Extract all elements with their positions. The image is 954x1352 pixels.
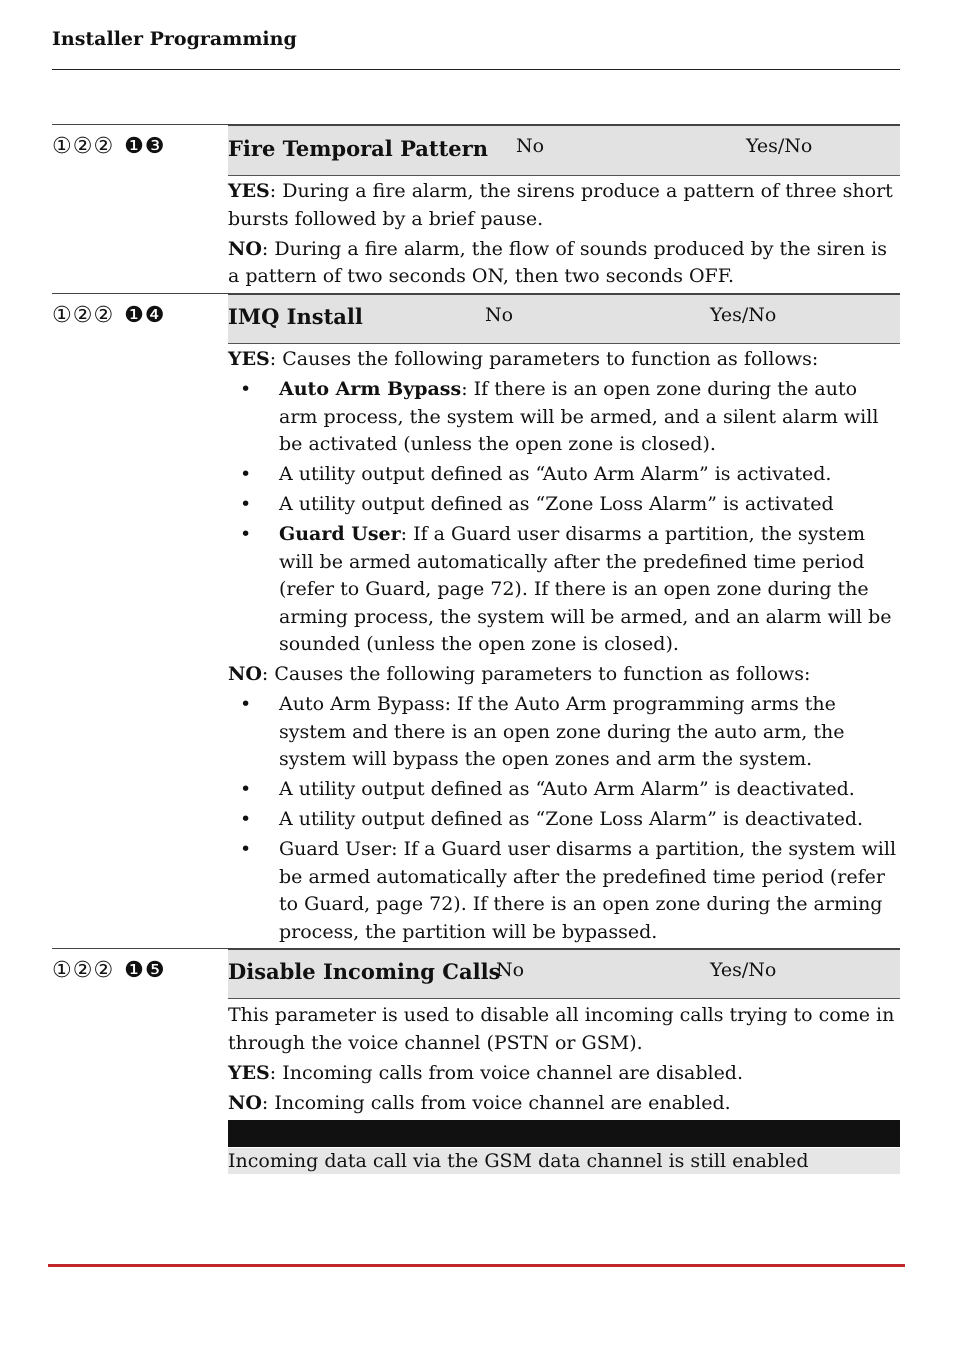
item-text: : If there is an open zone during the auto arm process, the system will be armed, and a silent alarm will be activated (unless the open zone is closed). <box>279 378 879 455</box>
list-item <box>228 691 900 774</box>
yes-paragraph <box>228 178 900 233</box>
list-item <box>228 836 900 946</box>
yes-paragraph <box>228 1060 900 1088</box>
page-header-title: Installer Programming <box>52 28 297 50</box>
param-code <box>52 134 166 159</box>
no-text: : Incoming calls from voice channel are enabled. <box>261 1091 731 1114</box>
yes-text: : Incoming calls from voice channel are disabled. <box>269 1061 744 1084</box>
no-text: : During a fire alarm, the flow of sounds produced by the siren is a pattern of two seconds ON, then two seconds OFF. <box>228 237 887 287</box>
param-description-disable-incoming-calls <box>228 1002 900 1120</box>
code-digits-light: ①②② <box>52 134 115 159</box>
no-label: NO <box>228 1091 262 1114</box>
item-text: A utility output defined as “Zone Loss Alarm” is deactivated. <box>279 808 864 830</box>
param-description-imq-install <box>228 346 900 949</box>
header-divider <box>52 69 900 70</box>
item-bold: Auto Arm Bypass <box>279 378 462 400</box>
param-name: Disable Incoming Calls <box>228 959 501 984</box>
bullet-icon: • <box>240 493 252 515</box>
note-header-bar <box>228 1120 900 1147</box>
param-default: No <box>496 959 525 981</box>
param-header-imq-install <box>228 293 900 344</box>
list-item <box>228 806 900 834</box>
yes-label: YES <box>228 180 270 202</box>
item-text: Auto Arm Bypass: If the Auto Arm programming arms the system and there is an open zone during the auto arm, the system will bypass the open zones and arm the system. <box>279 693 845 770</box>
no-paragraph <box>228 661 900 689</box>
no-text: : Causes the following parameters to function as follows: <box>261 663 811 685</box>
list-item <box>228 776 900 804</box>
param-default: No <box>485 304 514 326</box>
list-item <box>228 491 900 519</box>
param-header-disable-incoming-calls <box>228 948 900 999</box>
list-item <box>228 461 900 489</box>
param-range: Yes/No <box>710 959 777 981</box>
code-digits-dark: ❶❸ <box>124 134 166 159</box>
bullet-icon: • <box>240 523 252 545</box>
code-digits-dark: ❶❹ <box>124 303 166 328</box>
item-text: : If a Guard user disarms a partition, the system will be armed automatically after the predefined time period (refer to Guard, page 72). If there is an open zone during the arming process, the system will be armed, and an alarm will be sounded (unless the open zone is closed). <box>279 523 892 655</box>
param-range: Yes/No <box>746 135 813 157</box>
param-code <box>52 303 166 328</box>
list-item <box>228 376 900 459</box>
no-paragraph <box>228 1090 900 1118</box>
yes-paragraph <box>228 346 900 374</box>
bullet-icon: • <box>240 838 252 860</box>
code-digits-light: ①②② <box>52 303 115 328</box>
bullet-icon: • <box>240 463 252 485</box>
bullet-icon: • <box>240 693 252 715</box>
item-text: Guard User: If a Guard user disarms a partition, the system will be armed automatically after the predefined time period (refer to Guard, page 72). If there is an open zone during the arming process, the partition will be bypassed. <box>279 838 897 943</box>
item-text: A utility output defined as “Auto Arm Alarm” is activated. <box>279 463 832 485</box>
no-label: NO <box>228 663 262 685</box>
no-paragraph <box>228 236 900 291</box>
param-code <box>52 958 166 983</box>
footer-divider <box>48 1264 905 1267</box>
param-range: Yes/No <box>710 304 777 326</box>
no-bullet-list <box>228 691 900 946</box>
yes-bullet-list <box>228 376 900 659</box>
bullet-icon: • <box>240 808 252 830</box>
param-header-fire-temporal <box>228 124 900 176</box>
bullet-icon: • <box>240 778 252 800</box>
item-bold: Guard User <box>279 523 401 545</box>
code-digits-light: ①②② <box>52 958 115 983</box>
list-item <box>228 521 900 659</box>
yes-text: : Causes the following parameters to function as follows: <box>269 348 819 370</box>
yes-label: YES <box>228 1061 270 1084</box>
param-name: IMQ Install <box>228 304 363 329</box>
yes-text: : During a fire alarm, the sirens produce a pattern of three short bursts followed by a brief pause. <box>228 180 893 230</box>
param-default: No <box>516 135 545 157</box>
no-label: NO <box>228 237 262 260</box>
item-text: A utility output defined as “Zone Loss Alarm” is activated <box>279 493 834 515</box>
yes-label: YES <box>228 348 270 370</box>
param-name: Fire Temporal Pattern <box>228 136 488 161</box>
bullet-icon: • <box>240 378 252 400</box>
note-text: Incoming data call via the GSM data channel is still enabled <box>228 1148 900 1174</box>
code-digits-dark: ❶❺ <box>124 958 166 983</box>
param-description-fire-temporal <box>228 178 900 293</box>
intro-paragraph: This parameter is used to disable all incoming calls trying to come in through the voice channel (PSTN or GSM). <box>228 1004 895 1054</box>
item-text: A utility output defined as “Auto Arm Alarm” is deactivated. <box>279 778 855 800</box>
